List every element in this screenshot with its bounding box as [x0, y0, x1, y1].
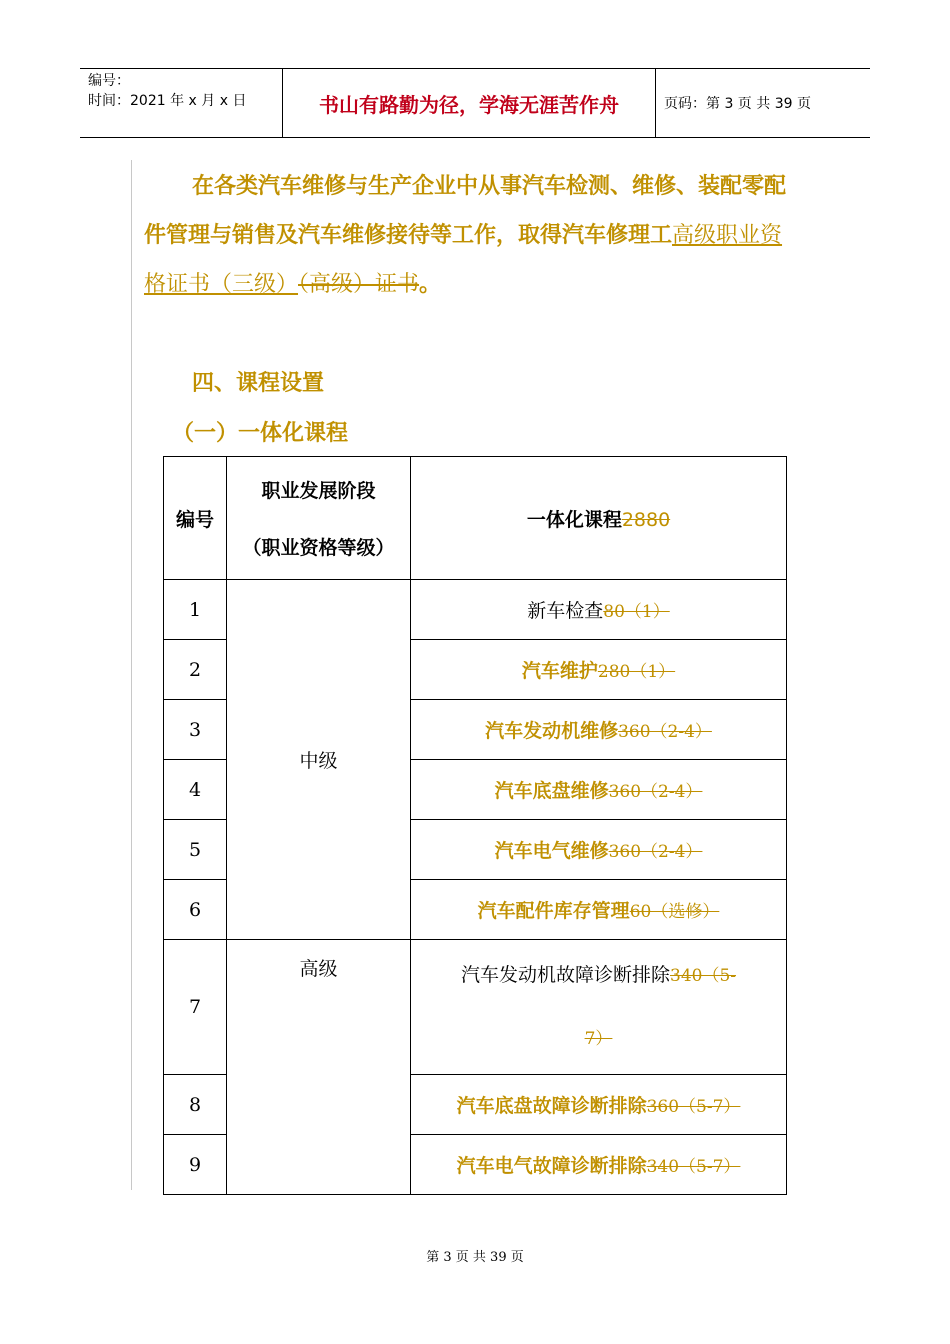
row-number: 1 [164, 580, 227, 640]
course-hours: 360（2-4） [618, 722, 712, 742]
page-footer: 第 3 页 共 39 页 [426, 1250, 524, 1265]
course-cell [411, 820, 787, 880]
row-number: 3 [164, 700, 227, 760]
header-course-label: 一体化课程 [526, 508, 622, 531]
course-cell [411, 760, 787, 820]
header-course [411, 457, 787, 580]
time-label: 时间：2021 年 x 月 x 日 [88, 93, 247, 109]
subsection-heading: （一）一体化课程 [172, 421, 349, 446]
header-motto: 书山有路勤为径，学海无涯苦作舟 [282, 69, 656, 137]
section-heading: 四、课程设置 [192, 371, 325, 396]
code-label: 编号： [88, 73, 130, 89]
course-name: 汽车底盘维修 [494, 780, 609, 802]
header-page-info: 页码：第 3 页 共 39 页 [664, 96, 811, 112]
row-number: 9 [164, 1135, 227, 1195]
row-number: 7 [164, 940, 227, 1075]
header-course-hours: 2880 [621, 508, 671, 531]
stage-cell-mid: 中级 [227, 580, 411, 940]
course-cell [411, 580, 787, 640]
revision-change-bar [131, 160, 132, 1190]
course-hours: 360（2-4） [608, 782, 703, 802]
course-name: 汽车底盘故障诊断排除 [456, 1095, 647, 1117]
header-stage-line1: 职业发展阶段 [261, 480, 376, 502]
paragraph-deleted-text: （高级）证书 [298, 272, 420, 297]
body-paragraph [144, 162, 804, 309]
table-header-row [164, 457, 787, 580]
row-number: 5 [164, 820, 227, 880]
paragraph-inserted-text: 高级职业资格证书（三级） [144, 223, 783, 297]
header-stage-line2: （职业资格等级） [242, 537, 395, 559]
paragraph-text: 在各类汽车维修与生产企业中从事汽车检测、维修、装配零配件管理与销售及汽车维修接待等工作，取得汽车修理工 [144, 174, 787, 248]
course-cell [411, 1135, 787, 1195]
course-cell [411, 940, 787, 1075]
row-number: 2 [164, 640, 227, 700]
header-meta [88, 71, 283, 111]
table-row [164, 580, 787, 640]
page-header [80, 68, 870, 138]
course-name: 新车检查 [527, 600, 604, 622]
course-cell [411, 1075, 787, 1135]
course-name: 汽车发动机维修 [485, 720, 619, 742]
course-name: 汽车电气故障诊断排除 [456, 1155, 647, 1177]
course-hours: 360（5-7） [646, 1097, 741, 1117]
header-number: 编号 [164, 457, 227, 580]
course-hours: 280（1） [597, 662, 676, 682]
course-name: 汽车配件库存管理 [477, 900, 630, 922]
stage-cell-high: 高级 [227, 940, 411, 1195]
row-number: 8 [164, 1075, 227, 1135]
course-hours: 360（2-4） [608, 842, 703, 862]
course-cell [411, 700, 787, 760]
course-hours: 340（5-7） [646, 1157, 741, 1177]
row-number: 6 [164, 880, 227, 940]
course-hours: 80（1） [603, 602, 670, 622]
course-cell [411, 880, 787, 940]
course-name: 汽车电气维修 [494, 840, 609, 862]
table-row [164, 940, 787, 1075]
row-number: 4 [164, 760, 227, 820]
paragraph-end: 。 [419, 272, 442, 297]
course-hours: 60（选修） [629, 902, 720, 922]
course-name: 汽车维护 [521, 660, 598, 682]
course-table [163, 456, 787, 1195]
course-hours-part2: 7） [584, 1029, 613, 1049]
course-hours-part1: 340（5- [670, 966, 737, 986]
course-name: 汽车发动机故障诊断排除 [460, 964, 670, 986]
header-stage [227, 457, 411, 580]
course-cell [411, 640, 787, 700]
